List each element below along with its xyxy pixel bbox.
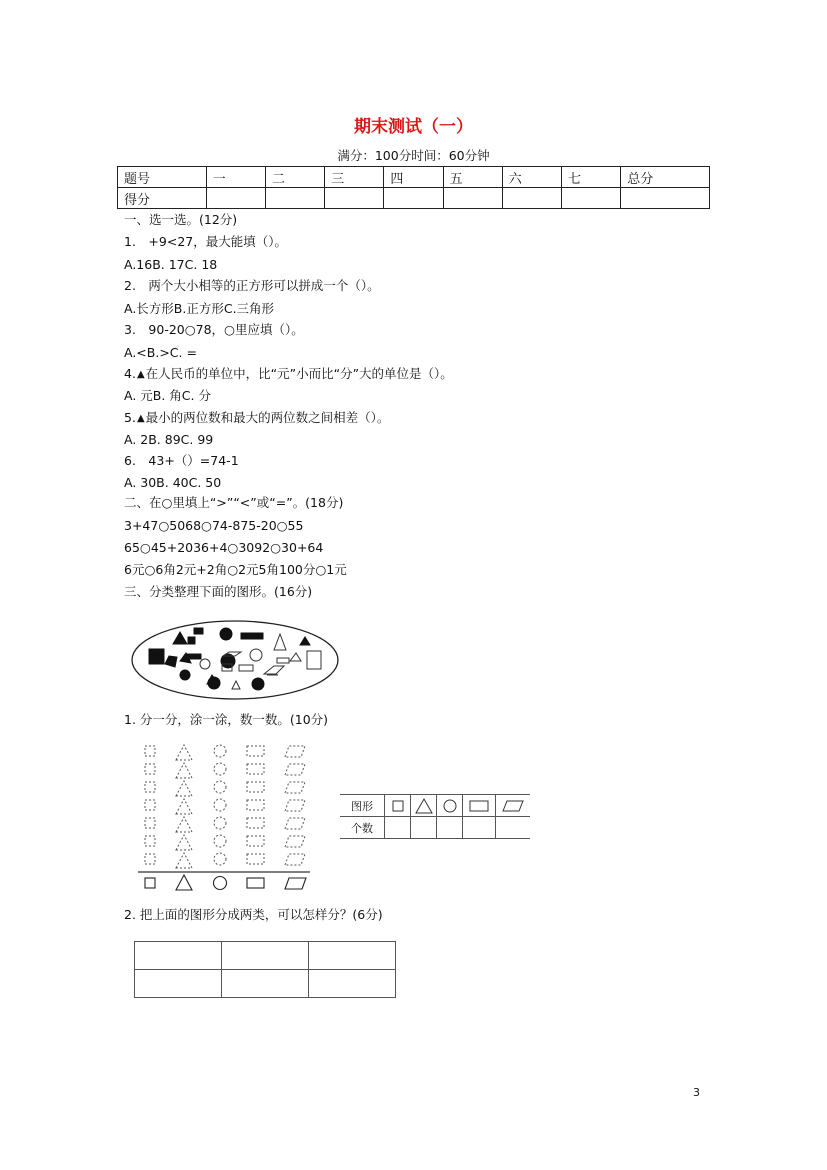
answer-cell[interactable] (309, 970, 396, 998)
row-label: 图形 (340, 795, 385, 817)
section-3-heading: 三、分类整理下面的图形。(16分) (124, 584, 313, 599)
question-1: 1. +9<27，最大能填（）。 (124, 234, 287, 249)
question-2-options: A.长方形B.正方形C.三角形 (124, 301, 275, 316)
circle-icon (437, 795, 463, 817)
score-cell[interactable] (562, 188, 621, 209)
count-cell[interactable] (385, 817, 411, 839)
page-number: 3 (693, 1086, 700, 1099)
header-cell: 二 (265, 167, 324, 188)
question-5-text: 最小的两位数和最大的两位数之间相差（）。 (145, 410, 390, 425)
compare-line-3: 6元○6角2元+2角○2元5角100分○1元 (124, 562, 347, 577)
page-title: 期末测试（一） (354, 117, 473, 137)
header-cell: 一 (206, 167, 265, 188)
header-cell: 三 (325, 167, 384, 188)
answer-cell[interactable] (135, 970, 222, 998)
header-cell: 六 (502, 167, 561, 188)
exam-info: 满分：100分时间：60分钟 (337, 148, 490, 163)
question-3: 3. 90-20○78，○里应填（）。 (124, 322, 304, 337)
question-4-number: 4. (124, 366, 136, 381)
answer-cell[interactable] (309, 942, 396, 970)
compare-line-2: 65○45+2036+4○3092○30+64 (124, 540, 324, 555)
caret-icon: ▲ (136, 413, 145, 424)
compare-line-1: 3+47○5068○74-875-20○55 (124, 518, 304, 533)
count-table (340, 794, 530, 839)
score-table-header-row (118, 167, 710, 188)
score-cell[interactable] (265, 188, 324, 209)
answer-row (135, 970, 396, 998)
question-5-number: 5. (124, 410, 136, 425)
question-6: 6. 43+（）=74-1 (124, 453, 239, 468)
question-4 (124, 365, 453, 384)
question-6-options: A. 30B. 40C. 50 (124, 475, 222, 490)
row-label: 得分 (118, 188, 207, 209)
picture-graph[interactable] (134, 740, 314, 896)
header-cell: 七 (562, 167, 621, 188)
question-4-options: A. 元B. 角C. 分 (124, 388, 211, 403)
triangle-icon (411, 795, 437, 817)
row-label: 个数 (340, 817, 385, 839)
answer-cell[interactable] (135, 942, 222, 970)
rectangle-icon (463, 795, 496, 817)
answer-row (135, 942, 396, 970)
section-1-heading: 一、选一选。(12分) (124, 212, 238, 227)
count-cell[interactable] (411, 817, 437, 839)
score-cell[interactable] (206, 188, 265, 209)
question-1-options: A.16B. 17C. 18 (124, 257, 218, 272)
count-table-count-row (340, 817, 530, 839)
section-2-heading: 二、在○里填上“>”“<”或“=”。(18分) (124, 495, 344, 510)
shapes-ellipse-figure (128, 617, 342, 703)
header-cell: 题号 (118, 167, 207, 188)
score-cell[interactable] (502, 188, 561, 209)
score-table-score-row (118, 188, 710, 209)
question-5 (124, 409, 389, 428)
header-cell: 五 (443, 167, 502, 188)
subquestion-1: 1. 分一分，涂一涂，数一数。(10分) (124, 712, 329, 727)
caret-icon: ▲ (136, 369, 145, 380)
parallelogram-icon (496, 795, 531, 817)
count-cell[interactable] (437, 817, 463, 839)
answer-table (134, 941, 396, 998)
question-4-text: 在人民币的单位中，比“元”小而比“分”大的单位是（）。 (145, 366, 453, 381)
question-2: 2. 两个大小相等的正方形可以拼成一个（）。 (124, 278, 380, 293)
count-table-shape-row (340, 795, 530, 817)
question-3-options: A.<B.>C. = (124, 345, 197, 360)
score-cell[interactable] (384, 188, 443, 209)
answer-cell[interactable] (222, 942, 309, 970)
score-cell[interactable] (325, 188, 384, 209)
header-cell: 四 (384, 167, 443, 188)
question-5-options: A. 2B. 89C. 99 (124, 432, 214, 447)
square-icon (385, 795, 411, 817)
score-cell[interactable] (621, 188, 710, 209)
count-cell[interactable] (463, 817, 496, 839)
answer-cell[interactable] (222, 970, 309, 998)
subquestion-2: 2. 把上面的图形分成两类，可以怎样分？(6分) (124, 907, 383, 922)
header-cell: 总分 (621, 167, 710, 188)
count-cell[interactable] (496, 817, 531, 839)
score-cell[interactable] (443, 188, 502, 209)
score-table (117, 166, 710, 209)
